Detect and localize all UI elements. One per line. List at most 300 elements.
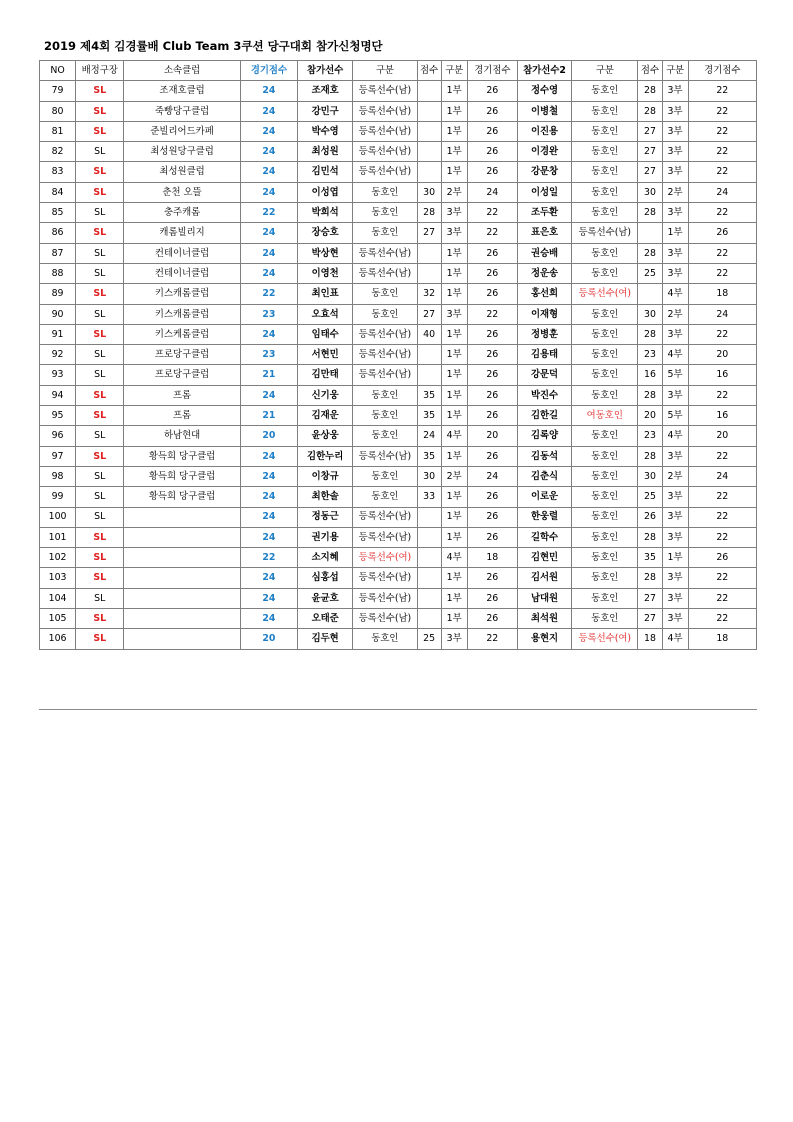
table-cell-game-score2: 16 (688, 365, 756, 385)
table-cell-player1: 이창규 (298, 466, 353, 486)
table-cell-score2: 16 (638, 365, 662, 385)
table-cell-score1 (417, 588, 441, 608)
table-row (40, 588, 757, 608)
table-cell-club: 컨테이너클럽 (124, 243, 240, 263)
table-cell-game-score2: 22 (688, 446, 756, 466)
header-club: 소속클럽 (124, 61, 240, 81)
table-cell-score1: 27 (417, 304, 441, 324)
table-cell-club: 황득희 당구클럽 (124, 487, 240, 507)
table-cell-venue: SL (76, 466, 124, 486)
table-cell-player1: 신기웅 (298, 385, 353, 405)
header-row (40, 61, 757, 81)
table-cell-no: 81 (40, 121, 76, 141)
table-cell-division2: 1부 (662, 548, 688, 568)
table-cell-game-score1: 26 (467, 446, 517, 466)
table-cell-division2: 3부 (662, 142, 688, 162)
table-cell-score1: 24 (417, 426, 441, 446)
table-cell-player1: 정동근 (298, 507, 353, 527)
table-cell-category1: 등록선수(남) (353, 345, 417, 365)
table-cell-category2: 등록선수(여) (572, 629, 638, 649)
table-cell-venue: SL (76, 588, 124, 608)
table-cell-club: 키스캐롬클럽 (124, 304, 240, 324)
table-cell-game-score1: 26 (467, 568, 517, 588)
table-cell-game-score: 24 (240, 223, 297, 243)
table-cell-category1: 등록선수(남) (353, 446, 417, 466)
table-cell-game-score2: 22 (688, 588, 756, 608)
table-cell-category2: 등록선수(남) (572, 223, 638, 243)
table-cell-division1: 1부 (441, 263, 467, 283)
table-cell-club: 조재호클럽 (124, 81, 240, 101)
table-cell-score2: 28 (638, 243, 662, 263)
table-row (40, 466, 757, 486)
table-cell-score2: 27 (638, 142, 662, 162)
table-cell-club: 키스캐롬클럽 (124, 284, 240, 304)
table-cell-player1: 이영천 (298, 263, 353, 283)
table-cell-player2: 정병훈 (517, 324, 571, 344)
table-cell-category1: 동호인 (353, 182, 417, 202)
roster-body (40, 81, 757, 649)
table-cell-game-score: 23 (240, 345, 297, 365)
table-cell-player2: 김한길 (517, 406, 571, 426)
table-cell-venue: SL (76, 385, 124, 405)
table-cell-category1: 등록선수(남) (353, 324, 417, 344)
table-cell-category1: 동호인 (353, 284, 417, 304)
table-cell-category1: 등록선수(남) (353, 101, 417, 121)
table-cell-division2: 3부 (662, 203, 688, 223)
table-cell-category2: 동호인 (572, 527, 638, 547)
table-cell-game-score1: 26 (467, 263, 517, 283)
table-cell-game-score2: 24 (688, 304, 756, 324)
table-cell-division2: 3부 (662, 588, 688, 608)
table-cell-score1 (417, 507, 441, 527)
table-cell-division2: 5부 (662, 365, 688, 385)
table-cell-game-score1: 26 (467, 284, 517, 304)
table-cell-score1 (417, 345, 441, 365)
table-cell-division1: 3부 (441, 203, 467, 223)
table-cell-venue: SL (76, 304, 124, 324)
table-cell-score2: 28 (638, 324, 662, 344)
table-cell-division2: 1부 (662, 223, 688, 243)
table-cell-score1: 35 (417, 406, 441, 426)
table-cell-game-score2: 22 (688, 324, 756, 344)
table-cell-category2: 동호인 (572, 466, 638, 486)
table-cell-player2: 이진용 (517, 121, 571, 141)
table-cell-category2: 동호인 (572, 426, 638, 446)
table-cell-game-score2: 22 (688, 487, 756, 507)
table-cell-game-score2: 22 (688, 101, 756, 121)
table-cell-player1: 임태수 (298, 324, 353, 344)
table-cell-club (124, 588, 240, 608)
table-cell-player2: 이경완 (517, 142, 571, 162)
table-cell-player1: 최성원 (298, 142, 353, 162)
table-cell-category1: 등록선수(남) (353, 243, 417, 263)
table-cell-division1: 1부 (441, 527, 467, 547)
table-cell-division2: 4부 (662, 426, 688, 446)
table-cell-game-score: 24 (240, 568, 297, 588)
table-cell-game-score: 24 (240, 182, 297, 202)
table-cell-division2: 3부 (662, 487, 688, 507)
table-cell-game-score: 24 (240, 507, 297, 527)
table-cell-club (124, 548, 240, 568)
table-cell-game-score: 24 (240, 162, 297, 182)
table-cell-player1: 윤균호 (298, 588, 353, 608)
table-cell-game-score: 20 (240, 629, 297, 649)
table-cell-player1: 박희석 (298, 203, 353, 223)
table-cell-club (124, 629, 240, 649)
table-cell-club: 캐롬빌리지 (124, 223, 240, 243)
table-cell-game-score1: 26 (467, 609, 517, 629)
table-cell-category1: 동호인 (353, 406, 417, 426)
table-cell-score1: 25 (417, 629, 441, 649)
table-row (40, 548, 757, 568)
table-cell-no: 103 (40, 568, 76, 588)
table-cell-division1: 1부 (441, 142, 467, 162)
table-cell-no: 88 (40, 263, 76, 283)
table-cell-player2: 강문덕 (517, 365, 571, 385)
table-cell-score2: 20 (638, 406, 662, 426)
table-row (40, 345, 757, 365)
table-cell-game-score: 22 (240, 203, 297, 223)
table-cell-score1: 30 (417, 182, 441, 202)
table-cell-player2: 길학수 (517, 527, 571, 547)
table-cell-score2: 30 (638, 182, 662, 202)
table-cell-venue: SL (76, 426, 124, 446)
table-cell-game-score1: 26 (467, 406, 517, 426)
table-cell-division2: 3부 (662, 263, 688, 283)
table-cell-category2: 등록선수(여) (572, 284, 638, 304)
table-cell-score1 (417, 263, 441, 283)
table-cell-game-score1: 26 (467, 507, 517, 527)
table-cell-game-score1: 26 (467, 324, 517, 344)
table-cell-player2: 김서원 (517, 568, 571, 588)
table-cell-score2 (638, 284, 662, 304)
table-cell-club: 죽빵당구클럽 (124, 101, 240, 121)
table-cell-score1 (417, 609, 441, 629)
table-cell-score2: 23 (638, 426, 662, 446)
table-cell-no: 96 (40, 426, 76, 446)
table-cell-club: 하남현대 (124, 426, 240, 446)
table-cell-score1 (417, 121, 441, 141)
table-cell-game-score1: 26 (467, 365, 517, 385)
table-cell-player1: 김재운 (298, 406, 353, 426)
table-cell-game-score: 24 (240, 446, 297, 466)
table-cell-game-score2: 22 (688, 568, 756, 588)
table-cell-game-score2: 16 (688, 406, 756, 426)
table-cell-division1: 3부 (441, 629, 467, 649)
table-cell-score2: 28 (638, 568, 662, 588)
table-cell-division2: 3부 (662, 507, 688, 527)
table-cell-category2: 동호인 (572, 81, 638, 101)
table-cell-no: 101 (40, 527, 76, 547)
table-cell-division1: 1부 (441, 284, 467, 304)
table-cell-division2: 4부 (662, 284, 688, 304)
table-cell-score1 (417, 81, 441, 101)
table-cell-score1: 30 (417, 466, 441, 486)
table-cell-game-score2: 24 (688, 182, 756, 202)
table-cell-game-score1: 22 (467, 304, 517, 324)
table-cell-club (124, 507, 240, 527)
table-cell-division2: 3부 (662, 243, 688, 263)
table-cell-club: 충주캐롬 (124, 203, 240, 223)
header-division1: 구분 (441, 61, 467, 81)
table-row (40, 162, 757, 182)
table-cell-game-score2: 22 (688, 609, 756, 629)
table-cell-game-score: 21 (240, 406, 297, 426)
table-cell-venue: SL (76, 609, 124, 629)
table-cell-division2: 2부 (662, 304, 688, 324)
table-cell-category1: 동호인 (353, 203, 417, 223)
table-cell-division1: 1부 (441, 568, 467, 588)
table-cell-game-score: 24 (240, 385, 297, 405)
table-cell-division2: 3부 (662, 81, 688, 101)
table-cell-division2: 2부 (662, 182, 688, 202)
table-cell-game-score: 24 (240, 263, 297, 283)
table-cell-category1: 동호인 (353, 304, 417, 324)
table-cell-venue: SL (76, 81, 124, 101)
table-cell-score2: 35 (638, 548, 662, 568)
table-cell-game-score1: 22 (467, 203, 517, 223)
table-cell-game-score2: 22 (688, 243, 756, 263)
table-cell-score1 (417, 142, 441, 162)
table-cell-player1: 최인표 (298, 284, 353, 304)
table-cell-player2: 이성일 (517, 182, 571, 202)
table-cell-score2: 28 (638, 446, 662, 466)
table-cell-category2: 여동호인 (572, 406, 638, 426)
table-cell-player2: 김춘식 (517, 466, 571, 486)
table-cell-player2: 강문창 (517, 162, 571, 182)
table-cell-score1 (417, 568, 441, 588)
table-cell-game-score1: 24 (467, 182, 517, 202)
table-cell-no: 92 (40, 345, 76, 365)
table-cell-score2: 27 (638, 121, 662, 141)
table-cell-club (124, 568, 240, 588)
table-cell-division1: 1부 (441, 101, 467, 121)
table-cell-venue: SL (76, 142, 124, 162)
table-cell-game-score2: 22 (688, 507, 756, 527)
table-cell-score1 (417, 365, 441, 385)
table-cell-venue: SL (76, 548, 124, 568)
header-score1: 점수 (417, 61, 441, 81)
table-cell-category2: 동호인 (572, 304, 638, 324)
table-cell-player1: 김두현 (298, 629, 353, 649)
table-cell-category1: 동호인 (353, 223, 417, 243)
page-divider (39, 709, 757, 710)
table-cell-score1 (417, 162, 441, 182)
table-cell-category2: 동호인 (572, 182, 638, 202)
table-cell-club (124, 609, 240, 629)
table-cell-score2: 28 (638, 203, 662, 223)
table-cell-category2: 동호인 (572, 324, 638, 344)
table-cell-category2: 동호인 (572, 243, 638, 263)
table-cell-club: 키스케롬클럽 (124, 324, 240, 344)
table-cell-club: 황득희 당구클럽 (124, 446, 240, 466)
table-row (40, 426, 757, 446)
table-cell-player1: 박수영 (298, 121, 353, 141)
table-cell-division1: 1부 (441, 324, 467, 344)
table-cell-venue: SL (76, 487, 124, 507)
table-cell-no: 102 (40, 548, 76, 568)
table-row (40, 406, 757, 426)
table-cell-game-score: 23 (240, 304, 297, 324)
table-cell-game-score1: 26 (467, 527, 517, 547)
table-cell-game-score2: 18 (688, 284, 756, 304)
table-row (40, 81, 757, 101)
header-category2: 구분 (572, 61, 638, 81)
header-player2: 참가선수2 (517, 61, 571, 81)
table-cell-no: 98 (40, 466, 76, 486)
table-cell-player1: 김민석 (298, 162, 353, 182)
table-cell-no: 95 (40, 406, 76, 426)
table-cell-division1: 1부 (441, 121, 467, 141)
header-game-score: 경기점수 (240, 61, 297, 81)
table-cell-player1: 소지혜 (298, 548, 353, 568)
table-cell-player1: 강민구 (298, 101, 353, 121)
table-cell-division2: 3부 (662, 324, 688, 344)
table-cell-game-score: 24 (240, 142, 297, 162)
table-cell-player1: 김한누리 (298, 446, 353, 466)
table-cell-player2: 김용태 (517, 345, 571, 365)
table-cell-player2: 박진수 (517, 385, 571, 405)
table-cell-division1: 4부 (441, 548, 467, 568)
table-cell-no: 86 (40, 223, 76, 243)
table-cell-division2: 3부 (662, 121, 688, 141)
table-cell-division2: 3부 (662, 101, 688, 121)
table-cell-category1: 등록선수(남) (353, 81, 417, 101)
table-cell-game-score: 22 (240, 284, 297, 304)
table-cell-game-score1: 26 (467, 345, 517, 365)
table-row (40, 629, 757, 649)
table-cell-player2: 이병철 (517, 101, 571, 121)
table-cell-game-score: 24 (240, 466, 297, 486)
table-cell-game-score: 24 (240, 101, 297, 121)
table-cell-player1: 박상현 (298, 243, 353, 263)
table-cell-venue: SL (76, 365, 124, 385)
table-row (40, 507, 757, 527)
table-row (40, 243, 757, 263)
table-cell-game-score2: 20 (688, 345, 756, 365)
table-cell-no: 79 (40, 81, 76, 101)
table-cell-division1: 1부 (441, 162, 467, 182)
table-cell-game-score1: 24 (467, 466, 517, 486)
table-cell-venue: SL (76, 121, 124, 141)
table-cell-club: 춘천 오뜰 (124, 182, 240, 202)
table-cell-score2: 18 (638, 629, 662, 649)
table-cell-category2: 동호인 (572, 385, 638, 405)
table-cell-player1: 김만태 (298, 365, 353, 385)
table-cell-venue: SL (76, 568, 124, 588)
table-cell-game-score2: 22 (688, 263, 756, 283)
table-cell-no: 97 (40, 446, 76, 466)
table-row (40, 487, 757, 507)
table-cell-player2: 용현지 (517, 629, 571, 649)
table-cell-score2: 30 (638, 466, 662, 486)
table-cell-score2: 25 (638, 263, 662, 283)
table-cell-division1: 1부 (441, 365, 467, 385)
table-cell-category2: 동호인 (572, 345, 638, 365)
table-cell-category1: 등록선수(남) (353, 142, 417, 162)
header-game-score2: 경기점수 (688, 61, 756, 81)
table-cell-game-score2: 18 (688, 629, 756, 649)
table-cell-score2: 25 (638, 487, 662, 507)
table-cell-game-score: 24 (240, 487, 297, 507)
table-cell-division2: 3부 (662, 385, 688, 405)
table-cell-game-score: 24 (240, 588, 297, 608)
table-cell-score2 (638, 223, 662, 243)
table-cell-game-score: 24 (240, 324, 297, 344)
table-cell-division1: 1부 (441, 507, 467, 527)
table-cell-club: 황득희 당구클럽 (124, 466, 240, 486)
table-cell-player1: 이성엽 (298, 182, 353, 202)
table-cell-no: 83 (40, 162, 76, 182)
table-cell-category2: 동호인 (572, 446, 638, 466)
roster-table (39, 60, 757, 650)
table-cell-game-score1: 22 (467, 223, 517, 243)
table-cell-score1: 27 (417, 223, 441, 243)
table-cell-score1: 35 (417, 385, 441, 405)
table-cell-division2: 3부 (662, 446, 688, 466)
table-cell-club: 프로당구클럽 (124, 365, 240, 385)
table-cell-game-score2: 24 (688, 466, 756, 486)
table-cell-category1: 등록선수(남) (353, 609, 417, 629)
table-cell-category1: 동호인 (353, 426, 417, 446)
table-row (40, 609, 757, 629)
table-cell-no: 80 (40, 101, 76, 121)
table-cell-game-score: 22 (240, 548, 297, 568)
table-cell-division1: 1부 (441, 406, 467, 426)
table-cell-score1 (417, 243, 441, 263)
table-cell-game-score1: 20 (467, 426, 517, 446)
table-cell-category2: 동호인 (572, 142, 638, 162)
table-row (40, 142, 757, 162)
table-cell-club: 프로당구클럽 (124, 345, 240, 365)
table-row (40, 263, 757, 283)
table-row (40, 568, 757, 588)
table-cell-category1: 동호인 (353, 487, 417, 507)
table-cell-no: 85 (40, 203, 76, 223)
table-cell-game-score1: 26 (467, 487, 517, 507)
table-cell-game-score2: 20 (688, 426, 756, 446)
table-cell-game-score1: 26 (467, 588, 517, 608)
table-cell-game-score2: 22 (688, 162, 756, 182)
table-cell-club: 최성원당구클럽 (124, 142, 240, 162)
table-cell-category2: 동호인 (572, 263, 638, 283)
table-row (40, 101, 757, 121)
header-player1: 참가선수 (298, 61, 353, 81)
table-cell-game-score1: 26 (467, 101, 517, 121)
table-cell-game-score1: 26 (467, 162, 517, 182)
table-cell-category1: 동호인 (353, 629, 417, 649)
table-row (40, 365, 757, 385)
table-cell-game-score2: 22 (688, 81, 756, 101)
table-cell-score1: 35 (417, 446, 441, 466)
table-cell-player2: 홍선희 (517, 284, 571, 304)
table-cell-category1: 등록선수(남) (353, 121, 417, 141)
table-cell-venue: SL (76, 223, 124, 243)
table-cell-game-score1: 26 (467, 243, 517, 263)
table-row (40, 121, 757, 141)
table-cell-game-score: 24 (240, 609, 297, 629)
table-cell-game-score2: 22 (688, 203, 756, 223)
table-cell-category1: 등록선수(남) (353, 365, 417, 385)
table-cell-category2: 동호인 (572, 162, 638, 182)
table-cell-score2: 27 (638, 588, 662, 608)
page-title: 2019 제4회 김경률배 Club Team 3쿠션 당구대회 참가신청명단 (44, 39, 383, 53)
table-cell-player1: 최한솔 (298, 487, 353, 507)
table-cell-player2: 정수영 (517, 81, 571, 101)
table-cell-category1: 등록선수(남) (353, 588, 417, 608)
table-cell-no: 106 (40, 629, 76, 649)
table-cell-venue: SL (76, 162, 124, 182)
